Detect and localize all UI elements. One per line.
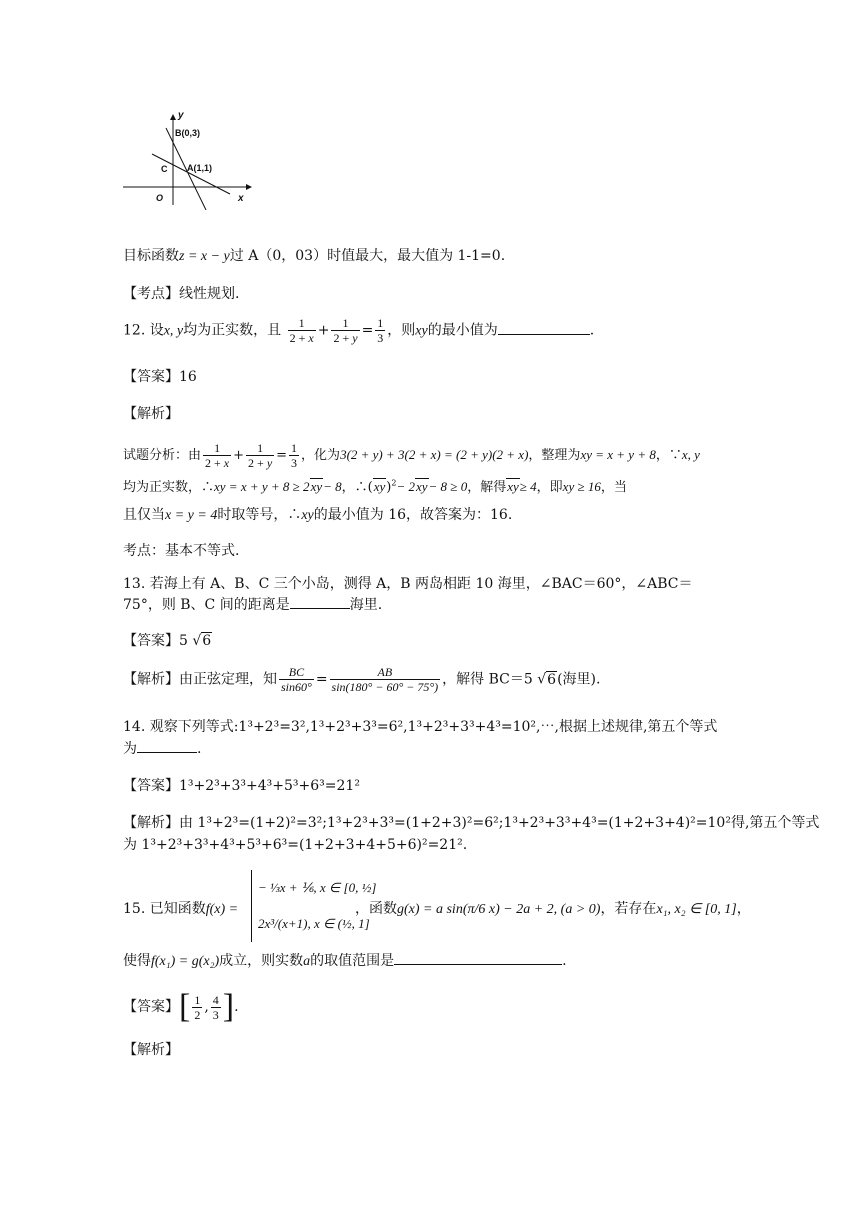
q12-stem: 12. 设x, y均为正实数，且 $\frac{1}{2 + x}$ + $\frac{1}{2 + y}$ = $\frac{1}{3}$ ，则xy的最小值为 .: [123, 316, 595, 345]
q12-solution-line3: 且仅当x = y = 4时取等号，∴xy的最小值为 16，故答案为：16.: [123, 507, 513, 523]
q12-frac2: $\frac{1}{2 + y}$: [333, 316, 358, 345]
q13-stem-line2: 75°，则 B、C 间的距离是 海里.: [123, 597, 383, 613]
graph-point-b-label: B(0,3): [175, 128, 201, 138]
q14-stem-line2: 为 .: [123, 741, 202, 757]
q12-answer-blank: [498, 334, 590, 335]
q13-jiexi: 【解析】由正弦定理，知 $\frac{BC}{\sin 60^\circ}$ = $\frac{AB}{\sin(180^\circ - 60^\circ - 75^\circ)}$ ，解得 BC＝5 √6(海里).: [123, 665, 601, 694]
x-axis-arrow: [246, 184, 252, 190]
y-axis-arrow: [170, 114, 176, 120]
q12-frac3: $\frac{1}{3}$: [377, 316, 384, 345]
q12-jiexi-tag: 【解析】: [123, 406, 179, 422]
objective-function: z = x − y: [179, 249, 230, 264]
q15-stem-line2: 使得f(x₁) = g(x₂)成立，则实数a的取值范围是 .: [123, 953, 567, 969]
q12-frac1: $\frac{1}{2 + x}$: [289, 316, 314, 345]
linear-programming-graph: [118, 110, 253, 210]
graph-point-c-label: C: [161, 164, 168, 174]
q14-jiexi-line2: 为 1³+2³+3³+4³+5³+6³=(1+2+3+4+5+6)²=21².: [123, 837, 468, 853]
graph-point-a-label: A(1,1): [187, 163, 213, 173]
graph-x-label: x: [238, 193, 244, 204]
q12-answer: 【答案】16: [123, 369, 197, 385]
q14-jiexi-line1: 【解析】由 1³+2³=(1+2)²=3²;1³+2³+3³=(1+2+3)²=6²;1³+2³+3³+4³=(1+2+3+4)²=10²得,第五个等式: [123, 815, 820, 831]
q14-answer-blank: [137, 752, 197, 753]
q12-solution-line1: 试题分析：由 $\frac{1}{2 + x}$ + $\frac{1}{2 + y}$ = $\frac{1}{3}$ ，化为3(2 + y) + 3(2 + x) = (2 + y)(2 + x)，整理为xy = x + y + 8，∵x, y: [123, 441, 700, 470]
q13-answer: 【答案】5 √6: [123, 633, 212, 649]
q13-stem-line1: 13. 若海上有 A、B、C 三个小岛，测得 A，B 两岛相距 10 海里，∠BAC＝60°，∠ABC＝: [123, 576, 693, 592]
p11-conclusion: 目标函数z = x − y过 A（0，03）时值最大，最大值为 1-1=0.: [123, 248, 506, 264]
p11-kaodian: 【考点】线性规划.: [123, 286, 240, 302]
line-through-a: [152, 154, 230, 194]
q12-kaodian: 考点：基本不等式.: [123, 543, 240, 559]
graph-origin-label: O: [156, 193, 164, 203]
q15-piecewise: − ⅓x + ⅙, x ∈ [0, ½] 2x³/(x+1), x ∈ (½, 1]: [251, 870, 376, 942]
q14-answer: 【答案】1³+2³+3³+4³+5³+6³=21²: [123, 778, 360, 794]
q15-jiexi-tag: 【解析】: [123, 1042, 179, 1058]
graph-y-label: y: [178, 110, 184, 121]
q14-stem-line1: 14. 观察下列等式:1³+2³=3²,1³+2³+3³=6²,1³+2³+3³+4³=10²,⋯,根据上述规律,第五个等式: [123, 719, 718, 735]
q15-answer: 【答案】[ $\frac{1}{2}$ , $\frac{4}{3}$ ].: [123, 988, 239, 1025]
q12-solution-line2: 均为正实数，∴xy = x + y + 8 ≥ 2xy− 8，∴(xy)$^2$− 2xy− 8 ≥ 0，解得xy≥ 4，即xy ≥ 16，当: [123, 478, 627, 495]
q15-answer-blank: [394, 964, 562, 965]
q13-answer-blank: [290, 608, 350, 609]
